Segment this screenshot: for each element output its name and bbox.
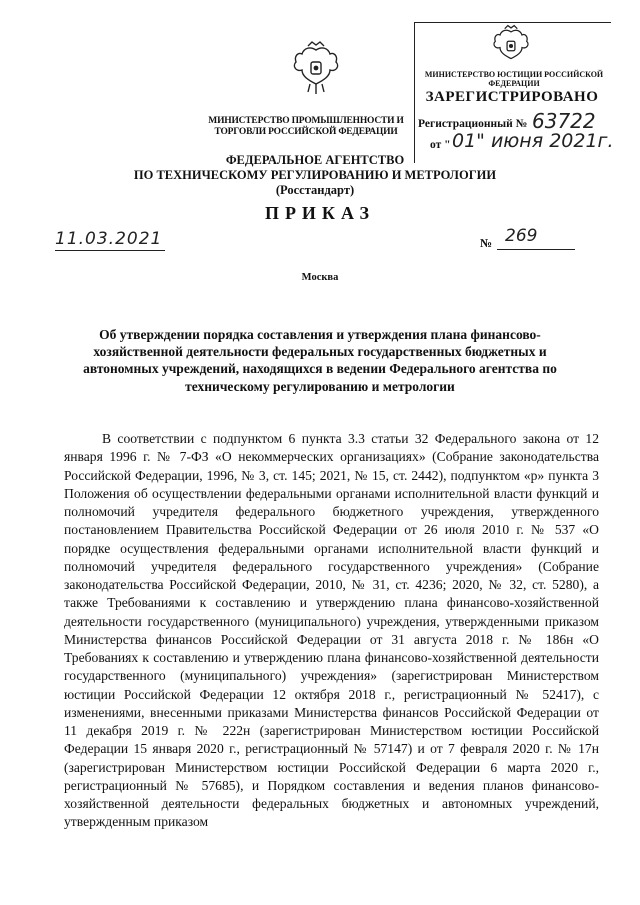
order-title: ПРИКАЗ — [264, 203, 376, 223]
agency-short: (Росстандарт) — [275, 183, 355, 197]
city: Москва — [301, 272, 339, 283]
stamp-registered: ЗАРЕГИСТРИРОВАНО — [425, 89, 599, 105]
number-underline — [497, 249, 575, 250]
stamp-ministry: МИНИСТЕРСТВО ЮСТИЦИИ РОССИЙСКОЙ ФЕДЕРАЦИИ — [424, 70, 604, 88]
stamp-coat-of-arms-icon — [490, 24, 532, 68]
stamp-from-label: от " — [430, 139, 451, 151]
document-body: В соответствии с подпунктом 6 пункта 3.3 статьи 32 Федерального закона от 12 января 1996 г. № 7-ФЗ «О некоммерческих организациях» (Собрание законодательства Российской Федерации, 1996, № 3, ст. 145; 2021, № 15, ст. 2442), подпунктом «р» пункта 3 Положения об осуществлении федеральными органами исполнительной власти функций и полномочий учредителя федерального бюджетного учреждения, утвержденного постановлением Правительства Российской Федерации от 26 июля 2010 г. № 537 «О порядке осуществления федеральными органами исполнительной власти функций и полномочий учредителя федерального государственного учреждения» (Собрание законодательства Российской Федерации, 2010, № 31, ст. 4236; 2020, № 32, ст. 5280), а также Требованиями к составлению и утверждению плана финансово-хозяйственной деятельности государственного (муниципального) учреждения, утвержденными приказом Министерства финансов Российской Федерации от 31 августа 2018 г. № 186н «О Требованиях к составлению и утверждению плана финансово-хозяйственной деятельности государственного (муниципального) учреждения» (зарегистрирован Министерством юстиции Российской Федерации 12 октября 2018 г., регистрационный № 52417), с изменениями, внесенными приказами Министерства финансов Российской Федерации от 11 декабря 2019 г. № 222н (зарегистрирован Министерством юстиции Российской Федерации 15 января 2020 г., регистрационный № 57147) и от 7 февраля 2020 г. № 17н (зарегистрирован Министерством юстиции Российской Федерации 6 марта 2020 г., регистрационный № 57685), и Порядком составления и ведения планов финансово-хозяйственной деятельности федеральных бюджетных и автономных учреждений, утвержденным приказом — [64, 431, 599, 830]
agency-block — [110, 153, 520, 198]
number-label: № — [480, 236, 493, 250]
stamp-from-date: 01" июня 2021г. — [452, 130, 614, 152]
ministry-name: МИНИСТЕРСТВО ПРОМЫШЛЕННОСТИ И ТОРГОВЛИ РОССИЙСКОЙ ФЕДЕРАЦИИ — [208, 116, 404, 137]
agency-line1: ФЕДЕРАЛЬНОЕ АГЕНТСТВО — [225, 153, 405, 167]
stamp-reg-label: Регистрационный № — [418, 118, 528, 130]
document-heading: Об утверждении порядка составления и утверждения плана финансово-хозяйственной деятельности федеральных государственных бюджетных и автономных учреждений, находящихся в ведении Федерального агентства по техническому регулированию и метрологии — [83, 327, 557, 394]
date-underline — [55, 250, 165, 251]
order-date: 11.03.2021 — [55, 229, 163, 249]
stamp-reg-number: 63722 — [532, 109, 596, 133]
order-number: 269 — [505, 226, 538, 246]
agency-line2: ПО ТЕХНИЧЕСКОМУ РЕГУЛИРОВАНИЮ И МЕТРОЛОГИИ — [133, 168, 497, 182]
coat-of-arms-icon — [290, 40, 342, 96]
